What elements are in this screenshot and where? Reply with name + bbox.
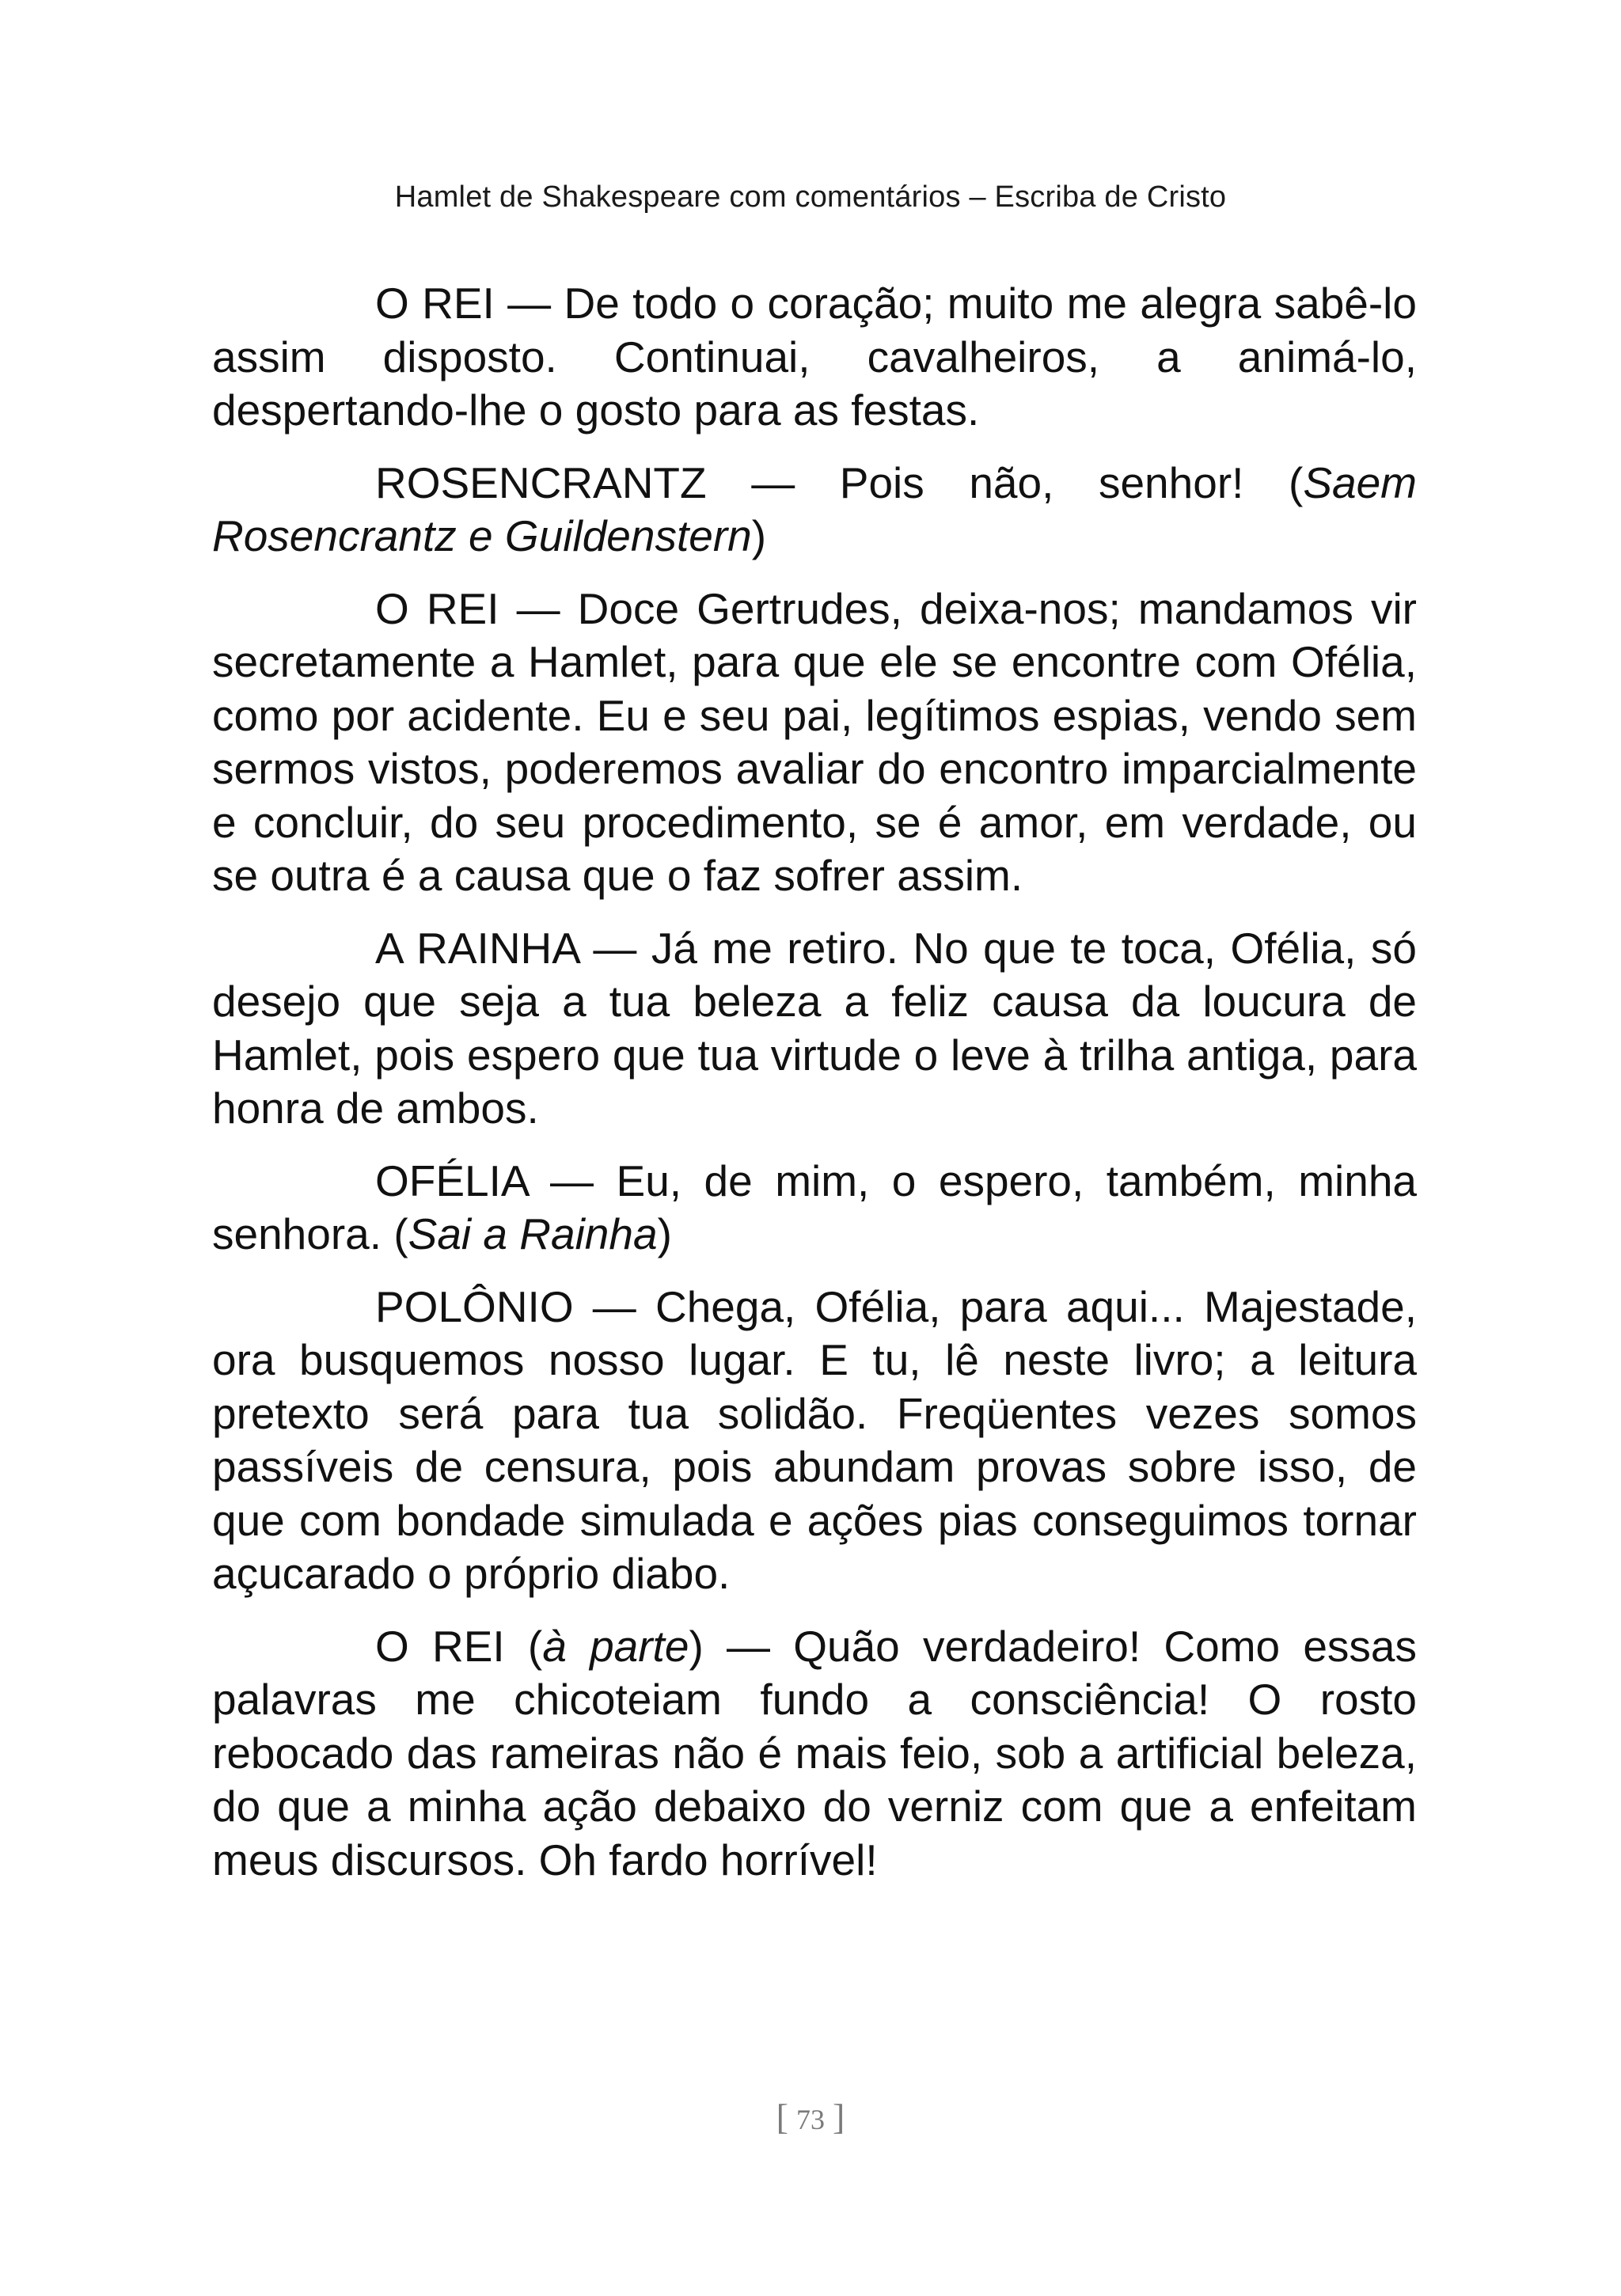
stage-direction: à parte bbox=[542, 1621, 689, 1671]
running-header: Hamlet de Shakespeare com comentários – Escriba de Cristo bbox=[394, 180, 1227, 214]
speech-text: O REI ( bbox=[375, 1621, 543, 1671]
page-number bbox=[0, 2096, 1621, 2138]
speech-polonio bbox=[212, 1281, 1417, 1601]
page-number-value: 73 bbox=[796, 2104, 825, 2135]
speech-text: ROSENCRANTZ — Pois não, senhor! ( bbox=[375, 457, 1304, 507]
speech-text: O REI — Doce Gertrudes, deixa-nos; mandamos vir secretamente a Hamlet, para que ele se encontre com Ofélia, como por acidente. Eu e seu pai, legítimos espias, vendo sem sermos vistos, poderemos avaliar do encontro imparcialmente e concluir, do seu procedimento, se é amor, em verdade, ou se outra é a causa que o faz sofrer assim. bbox=[212, 583, 1417, 900]
speech-rei-1 bbox=[212, 277, 1417, 438]
speech-rosencrantz bbox=[212, 457, 1417, 564]
page-number-open-bracket: [ bbox=[776, 2097, 788, 2137]
speech-text: POLÔNIO — Chega, Ofélia, para aqui... Majestade, ora busquemos nosso lugar. E tu, lê neste livro; a leitura pretexto será para tua solidão. Freqüentes vezes somos passíveis de censura, pois abundam provas sobre isso, de que com bondade simulada e ações pias conseguimos tornar açucarado o próprio diabo. bbox=[212, 1281, 1417, 1598]
speech-text: A RAINHA — Já me retiro. No que te toca, Ofélia, só desejo que seja a tua beleza a feliz causa da loucura de Hamlet, pois espero que tua virtude o leve à trilha antiga, para honra de ambos. bbox=[212, 923, 1417, 1133]
speech-text: O REI — De todo o coração; muito me alegra sabê-lo assim disposto. Continuai, cavalheiros, a animá-lo, despertando-lhe o gosto para as festas. bbox=[212, 279, 1417, 435]
stage-direction: Sai a Rainha bbox=[408, 1209, 658, 1258]
speech-rainha bbox=[212, 922, 1417, 1136]
speech-text: OFÉLIA — Eu, de mim, o espero, também, minha senhora. ( bbox=[212, 1156, 1417, 1258]
speech-text: ) — Quão verdadeiro! Como essas palavras me chicoteiam fundo a consciência! O rosto rebocado das rameiras não é mais feio, sob a artificial beleza, do que a minha ação debaixo do verniz com que a enfeitam meus discursos. Oh fardo horrível! bbox=[212, 1621, 1417, 1884]
speech-text: ) bbox=[751, 511, 767, 560]
speech-ofelia bbox=[212, 1155, 1417, 1262]
speech-text: ) bbox=[657, 1209, 672, 1258]
speech-rei-3 bbox=[212, 1620, 1417, 1888]
page-number-close-bracket: ] bbox=[833, 2097, 845, 2137]
stage-direction: Saem Rosencrantz e Guildenstern bbox=[212, 457, 1417, 560]
play-text bbox=[212, 277, 1417, 1887]
speech-rei-2 bbox=[212, 583, 1417, 903]
